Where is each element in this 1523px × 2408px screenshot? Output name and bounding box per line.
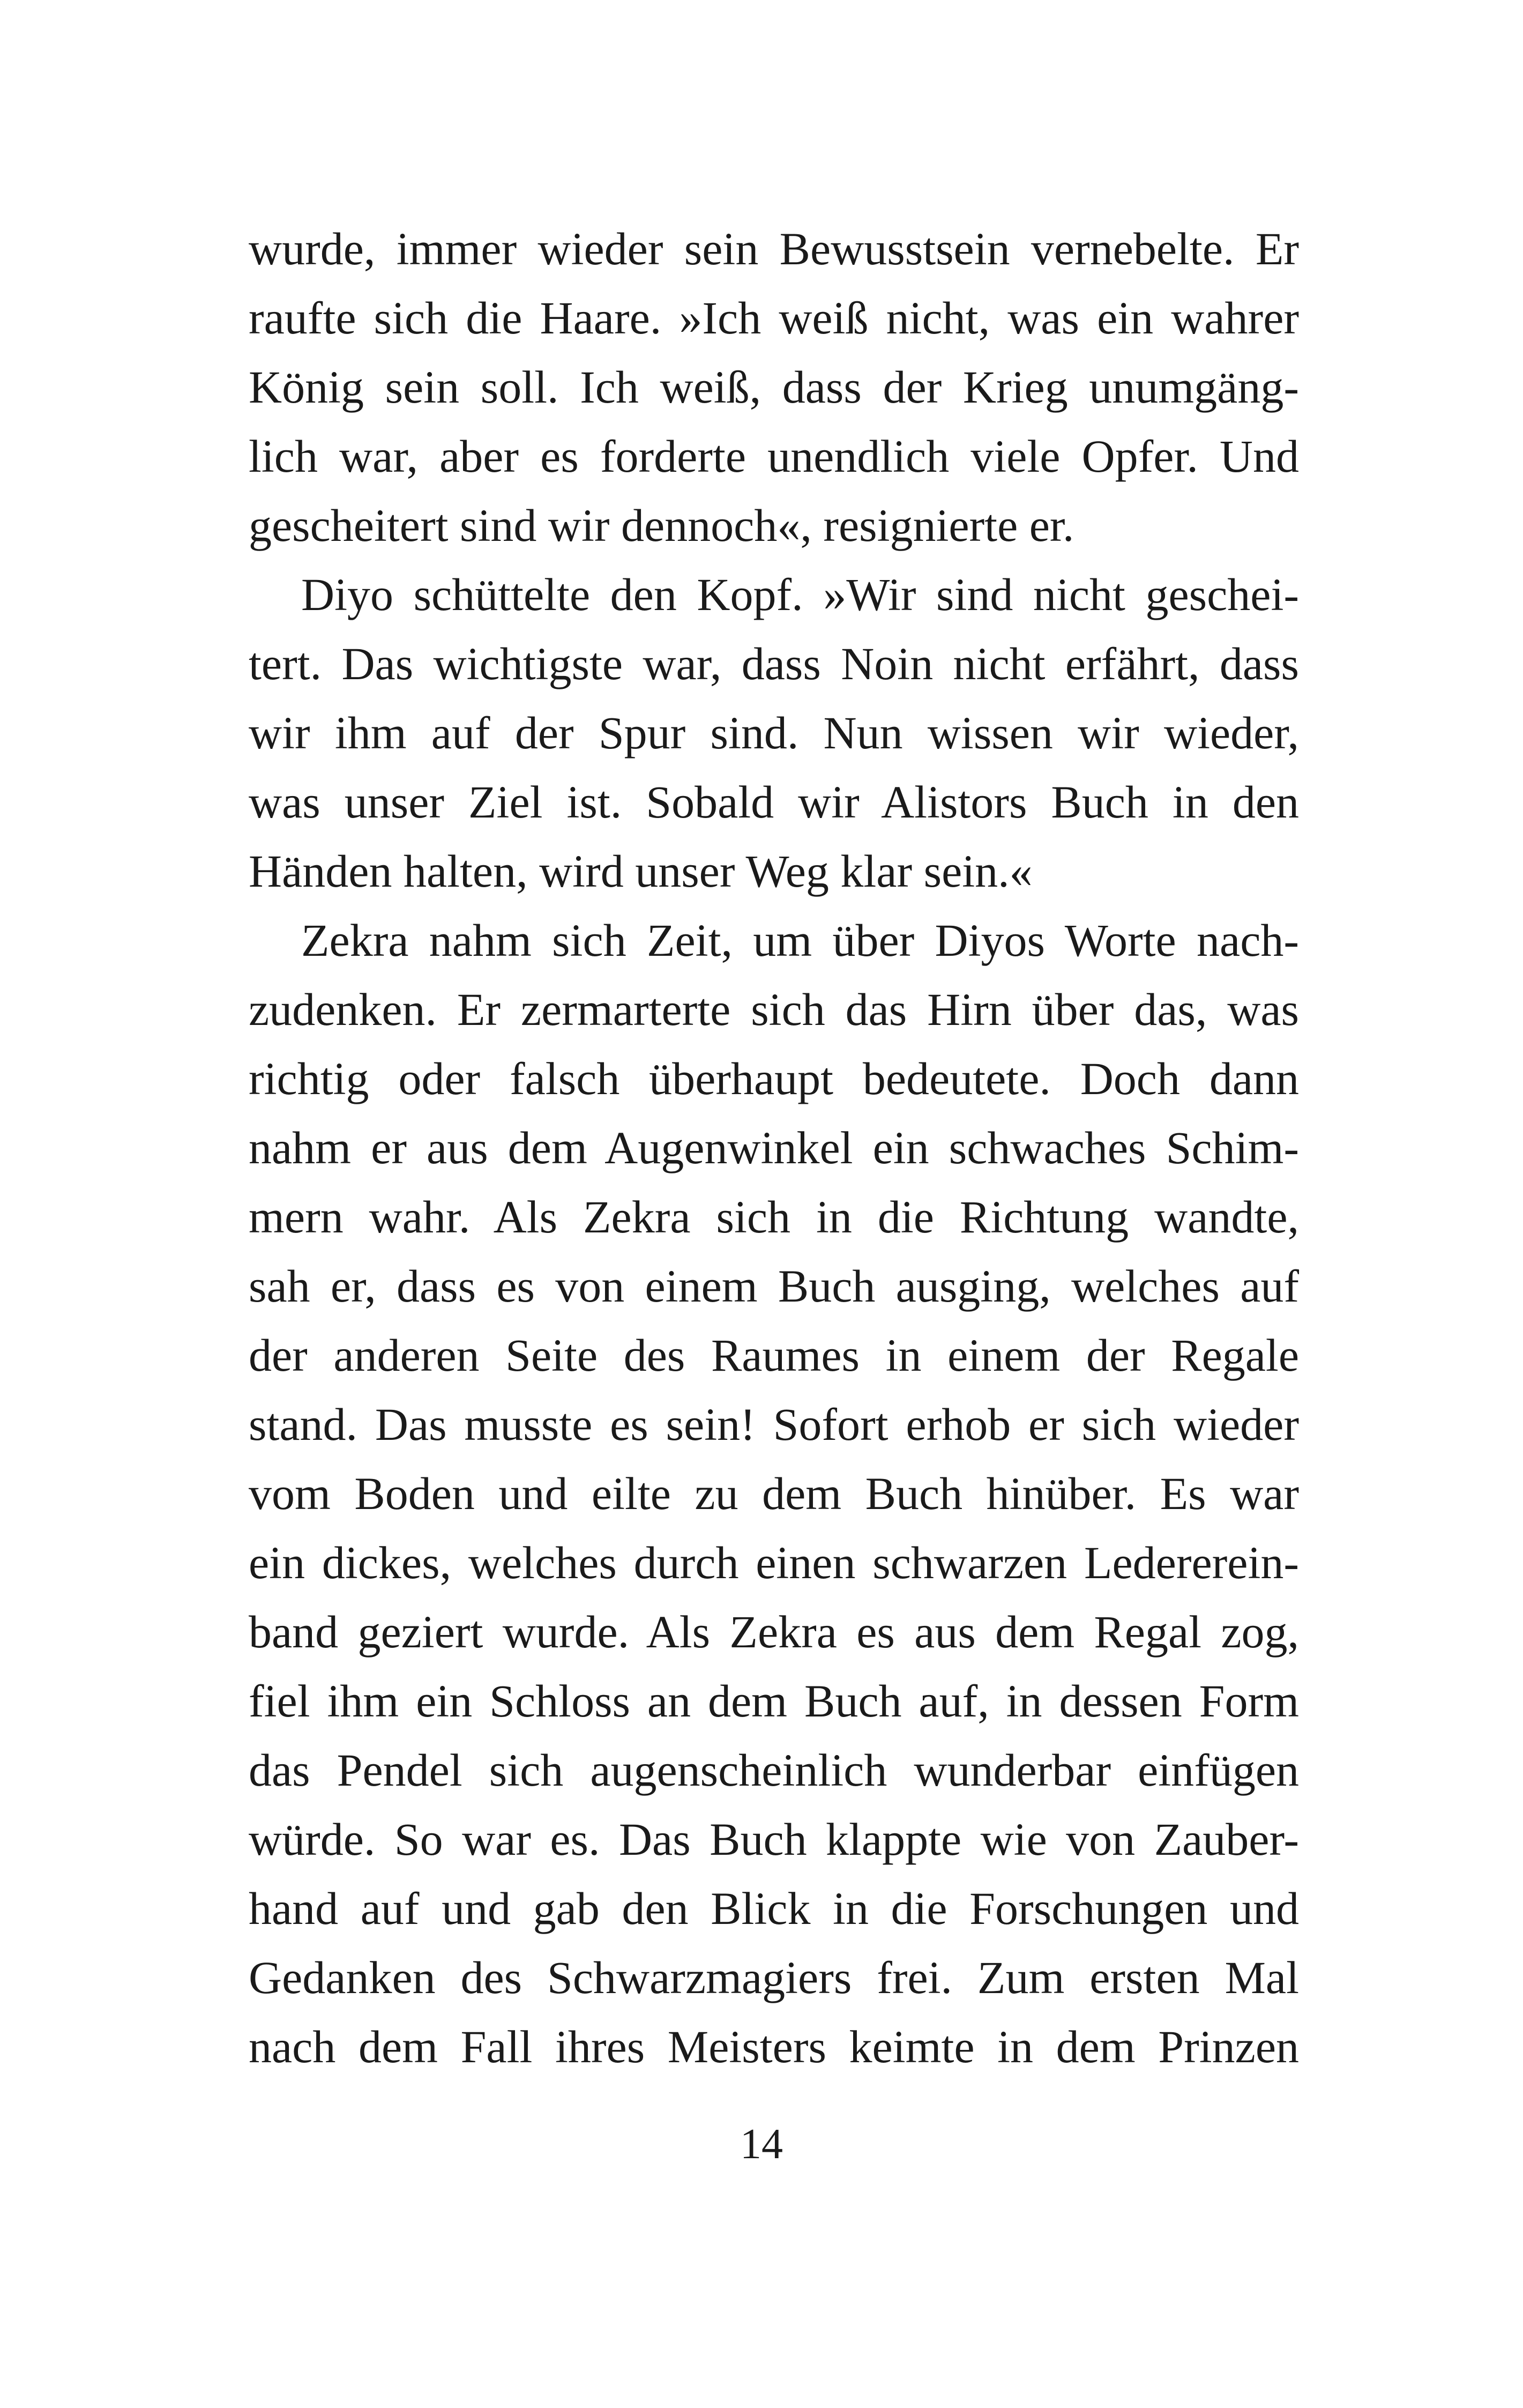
text-line: raufte sich die Haare. »Ich weiß nicht, was ein wahrer	[249, 292, 1299, 344]
text-line: band geziert wurde. Als Zekra es aus dem Regal zog,	[249, 1606, 1299, 1658]
text-line: stand. Das musste es sein! Sofort erhob er sich wieder	[249, 1399, 1299, 1450]
text-line: mern wahr. Als Zekra sich in die Richtung wandte,	[249, 1191, 1299, 1243]
text-line: nach dem Fall ihres Meisters keimte in dem Prinzen	[249, 2021, 1299, 2072]
text-line: was unser Ziel ist. Sobald wir Alistors Buch in den	[249, 776, 1299, 828]
text-line: sah er, dass es von einem Buch ausging, welches auf	[249, 1260, 1299, 1312]
text-line: zudenken. Er zermarterte sich das Hirn über das, was	[249, 984, 1299, 1035]
text-line: richtig oder falsch überhaupt bedeutete. Doch dann	[249, 1053, 1299, 1104]
text-line: hand auf und gab den Blick in die Forschungen und	[249, 1883, 1299, 1934]
text-line: würde. So war es. Das Buch klappte wie von Zauber-	[249, 1814, 1299, 1865]
text-line: nahm er aus dem Augenwinkel ein schwaches Schim-	[249, 1122, 1299, 1173]
text-line: Händen halten, wird unser Weg klar sein.«	[249, 845, 1033, 897]
text-line: tert. Das wichtigste war, dass Noin nicht erfährt, dass	[249, 638, 1299, 689]
page-number: 14	[740, 2121, 783, 2168]
text-line: wir ihm auf der Spur sind. Nun wissen wir wieder,	[249, 707, 1299, 759]
text-line: Gedanken des Schwarzmagiers frei. Zum ersten Mal	[249, 1952, 1299, 2003]
text-line: ein dickes, welches durch einen schwarzen Ledererein-	[249, 1537, 1299, 1588]
text-line: vom Boden und eilte zu dem Buch hinüber. Es war	[249, 1468, 1299, 1519]
text-line: König sein soll. Ich weiß, dass der Krieg unumgäng-	[249, 361, 1299, 413]
text-line: das Pendel sich augenscheinlich wunderbar einfügen	[249, 1744, 1299, 1796]
text-line: der anderen Seite des Raumes in einem der Regale	[249, 1329, 1299, 1381]
text-line: fiel ihm ein Schloss an dem Buch auf, in dessen Form	[249, 1675, 1299, 1727]
text-line: gescheitert sind wir dennoch«, resignierte er.	[249, 500, 1074, 551]
text-line: lich war, aber es forderte unendlich viele Opfer. Und	[249, 430, 1299, 482]
text-line: wurde, immer wieder sein Bewusstsein vernebelte. Er	[249, 223, 1299, 274]
text-line: Diyo schüttelte den Kopf. »Wir sind nicht geschei-	[301, 569, 1299, 620]
body-text	[249, 214, 1299, 2082]
text-line: Zekra nahm sich Zeit, um über Diyos Worte nach-	[301, 915, 1299, 966]
